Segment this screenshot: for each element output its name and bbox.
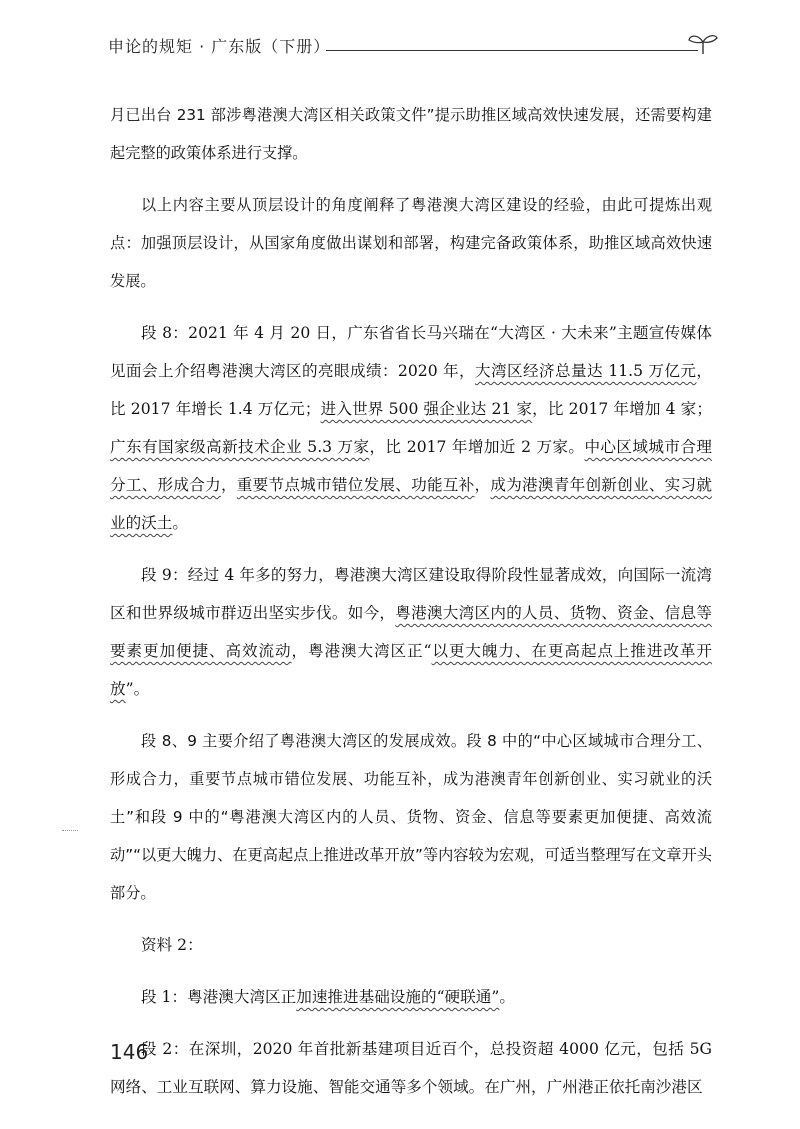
text-segment: ”。	[125, 680, 150, 698]
underlined-phrase: 成为港澳青年创新创业、实习就业的沃土	[110, 476, 712, 532]
text-segment: 月已出台 231 部涉粤港澳大湾区相关政策文件”提示助推区域高效快速发展，还需要构建起完整的政策体系进行支撑。	[110, 106, 712, 162]
text-segment: 段 2：在深圳，2020 年首批新基建项目近百个，总投资超 4000 亿元，包括 5G 网络、工业互联网、算力设施、智能交通等多个领域。在广州，广州港正依托南沙港区	[110, 1040, 712, 1096]
paragraph-p4	[110, 556, 712, 708]
paragraph-p1	[110, 96, 712, 172]
underlined-phrase: 广东有国家级高新技术企业 5.3 万家	[110, 438, 370, 456]
text-segment: ，比 2017 年增长 1.4 万亿元；	[110, 362, 712, 418]
running-header	[108, 34, 718, 60]
sprout-icon	[686, 32, 720, 56]
text-segment: 段 8、9 主要介绍了粤港澳大湾区的发展成效。段 8 中的“中心区域城市合理分工、形成合力，重要节点城市错位发展、功能互补，成为港澳青年创新创业、实习就业的沃土”和段 9 中的“粤港澳大湾区内的人员、货物、资金、信息等要素更加便捷、高效流动”“以更大魄力、在更高起点上推进改革开放”等内容较为宏观，可适当整理写在文章开头部分。	[110, 732, 712, 902]
text-segment: ，	[220, 476, 237, 494]
text-segment: 。	[172, 514, 188, 532]
text-segment: 。	[499, 988, 515, 1006]
underlined-phrase: 粤港澳大湾区内的人员、货物、资金、信息等要素更加便捷、高效流动	[110, 604, 712, 660]
paragraph-p5	[110, 722, 712, 912]
underlined-phrase: 中心区域城市合理分工、形成合力	[110, 438, 712, 494]
page-number: 146	[110, 1040, 149, 1064]
header-title: 申论的规矩 · 广东版（下册）	[108, 37, 331, 56]
paragraph-p2	[110, 186, 712, 300]
text-segment: ，	[474, 476, 491, 494]
scan-artifact	[62, 830, 78, 832]
underlined-phrase: 加速推进基础设施的“硬联通”	[296, 988, 500, 1006]
underlined-phrase: 大湾区经济总量达 11.5 万亿元	[474, 362, 697, 380]
header-rule	[326, 50, 698, 51]
paragraph-p3	[110, 314, 712, 542]
text-segment: 以上内容主要从顶层设计的角度阐释了粤港澳大湾区建设的经验，由此可提炼出观点：加强顶层设计，从国家角度做出谋划和部署，构建完备政策体系，助推区域高效快速发展。	[110, 196, 712, 290]
text-segment: ，比 2017 年增加 4 家；	[532, 400, 713, 418]
underlined-phrase: 重要节点城市错位发展、功能互补	[236, 476, 475, 494]
paragraph-p7	[110, 978, 712, 1016]
underlined-phrase: 进入世界 500 强企业达 21 家	[320, 400, 533, 418]
text-segment: ，比 2017 年增加近 2 万家。	[369, 438, 585, 456]
text-segment: 段 8：2021 年 4 月 20 日，广东省省长马兴瑞在“大湾区 · 大未来”主题宣传媒体见面会上介绍粤港澳大湾区的亮眼成绩：2020 年，	[110, 324, 712, 380]
body-text	[110, 96, 712, 1120]
paragraph-p8	[110, 1030, 712, 1106]
text-segment: 段 9：经过 4 年多的努力，粤港澳大湾区建设取得阶段性显著成效，向国际一流湾区和世界级城市群迈出坚实步伐。如今，	[110, 566, 712, 622]
text-segment: 段 1：粤港澳大湾区正	[141, 988, 297, 1006]
underlined-phrase: 以更大魄力、在更高起点上推进改革开放	[110, 642, 712, 698]
text-segment: ，粤港澳大湾区正“	[291, 642, 432, 660]
paragraph-p6	[110, 926, 712, 964]
text-segment: 资料 2：	[141, 936, 203, 954]
